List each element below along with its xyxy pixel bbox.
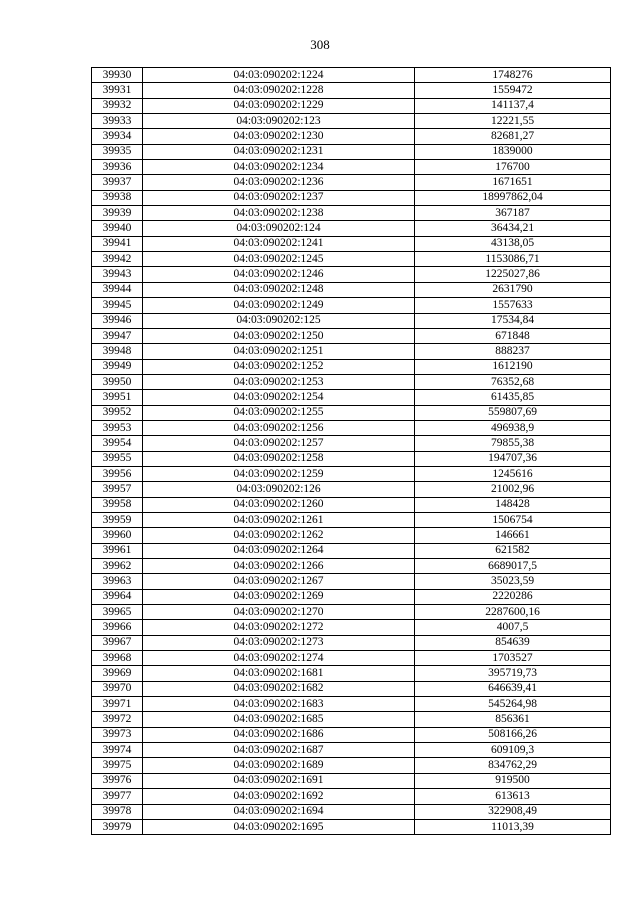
table-row [92, 727, 611, 742]
cadastral-number-cell: 04:03:090202:1224 [143, 68, 415, 83]
cadastral-number-cell: 04:03:090202:1694 [143, 804, 415, 819]
value-cell: 508166,26 [415, 727, 611, 742]
cadastral-number-cell: 04:03:090202:1695 [143, 819, 415, 834]
cadastral-number-cell: 04:03:090202:1270 [143, 605, 415, 620]
row-number-cell: 39944 [92, 282, 143, 297]
row-number-cell: 39934 [92, 129, 143, 144]
cadastral-number-cell: 04:03:090202:1261 [143, 512, 415, 527]
cadastral-number-cell: 04:03:090202:1241 [143, 236, 415, 251]
row-number-cell: 39969 [92, 666, 143, 681]
row-number-cell: 39950 [92, 374, 143, 389]
cadastral-number-cell: 04:03:090202:1262 [143, 528, 415, 543]
cadastral-number-cell: 04:03:090202:1269 [143, 589, 415, 604]
value-cell: 888237 [415, 344, 611, 359]
table-row [92, 252, 611, 267]
table-row [92, 436, 611, 451]
value-cell: 2287600,16 [415, 605, 611, 620]
value-cell: 2631790 [415, 282, 611, 297]
table-body [92, 68, 611, 835]
value-cell: 61435,85 [415, 390, 611, 405]
table-row [92, 804, 611, 819]
value-cell: 646639,41 [415, 681, 611, 696]
cadastral-number-cell: 04:03:090202:1229 [143, 98, 415, 113]
table-row [92, 758, 611, 773]
row-number-cell: 39938 [92, 190, 143, 205]
cadastral-number-cell: 04:03:090202:1234 [143, 160, 415, 175]
row-number-cell: 39940 [92, 221, 143, 236]
value-cell: 1559472 [415, 83, 611, 98]
value-cell: 834762,29 [415, 758, 611, 773]
table-row [92, 359, 611, 374]
table-row [92, 68, 611, 83]
cadastral-number-cell: 04:03:090202:1237 [143, 190, 415, 205]
table-row [92, 681, 611, 696]
value-cell: 621582 [415, 543, 611, 558]
value-cell: 21002,96 [415, 482, 611, 497]
row-number-cell: 39975 [92, 758, 143, 773]
value-cell: 1703527 [415, 651, 611, 666]
row-number-cell: 39952 [92, 405, 143, 420]
value-cell: 671848 [415, 328, 611, 343]
row-number-cell: 39970 [92, 681, 143, 696]
row-number-cell: 39941 [92, 236, 143, 251]
cadastral-number-cell: 04:03:090202:1236 [143, 175, 415, 190]
table-row [92, 313, 611, 328]
table-row [92, 543, 611, 558]
cadastral-number-cell: 04:03:090202:1245 [143, 252, 415, 267]
value-cell: 12221,55 [415, 114, 611, 129]
cadastral-number-cell: 04:03:090202:124 [143, 221, 415, 236]
table-row [92, 466, 611, 481]
row-number-cell: 39958 [92, 497, 143, 512]
row-number-cell: 39935 [92, 144, 143, 159]
value-cell: 367187 [415, 206, 611, 221]
cadastral-number-cell: 04:03:090202:1238 [143, 206, 415, 221]
table-row [92, 83, 611, 98]
cadastral-number-cell: 04:03:090202:1682 [143, 681, 415, 696]
cadastral-number-cell: 04:03:090202:123 [143, 114, 415, 129]
row-number-cell: 39953 [92, 420, 143, 435]
table-row [92, 528, 611, 543]
cadastral-number-cell: 04:03:090202:1255 [143, 405, 415, 420]
value-cell: 1748276 [415, 68, 611, 83]
row-number-cell: 39963 [92, 574, 143, 589]
cadastral-table [91, 67, 611, 835]
value-cell: 613613 [415, 789, 611, 804]
value-cell: 1153086,71 [415, 252, 611, 267]
row-number-cell: 39971 [92, 697, 143, 712]
row-number-cell: 39951 [92, 390, 143, 405]
row-number-cell: 39968 [92, 651, 143, 666]
row-number-cell: 39946 [92, 313, 143, 328]
table-row [92, 282, 611, 297]
table-row [92, 589, 611, 604]
table-row [92, 206, 611, 221]
value-cell: 36434,21 [415, 221, 611, 236]
table-row [92, 405, 611, 420]
value-cell: 609109,3 [415, 743, 611, 758]
table-row [92, 374, 611, 389]
table-row [92, 160, 611, 175]
table-row [92, 175, 611, 190]
value-cell: 1671651 [415, 175, 611, 190]
value-cell: 11013,39 [415, 819, 611, 834]
table-row [92, 512, 611, 527]
row-number-cell: 39939 [92, 206, 143, 221]
cadastral-number-cell: 04:03:090202:1267 [143, 574, 415, 589]
value-cell: 1839000 [415, 144, 611, 159]
value-cell: 1506754 [415, 512, 611, 527]
row-number-cell: 39957 [92, 482, 143, 497]
table-row [92, 298, 611, 313]
row-number-cell: 39976 [92, 773, 143, 788]
row-number-cell: 39959 [92, 512, 143, 527]
table-row [92, 743, 611, 758]
table-row [92, 666, 611, 681]
row-number-cell: 39932 [92, 98, 143, 113]
row-number-cell: 39979 [92, 819, 143, 834]
row-number-cell: 39960 [92, 528, 143, 543]
table-row [92, 420, 611, 435]
table-row [92, 129, 611, 144]
cadastral-number-cell: 04:03:090202:1273 [143, 635, 415, 650]
table-row [92, 605, 611, 620]
cadastral-number-cell: 04:03:090202:1231 [143, 144, 415, 159]
cadastral-number-cell: 04:03:090202:1260 [143, 497, 415, 512]
row-number-cell: 39973 [92, 727, 143, 742]
cadastral-number-cell: 04:03:090202:1687 [143, 743, 415, 758]
table-row [92, 559, 611, 574]
table-row [92, 651, 611, 666]
table-row [92, 267, 611, 282]
row-number-cell: 39962 [92, 559, 143, 574]
value-cell: 4007,5 [415, 620, 611, 635]
value-cell: 148428 [415, 497, 611, 512]
row-number-cell: 39936 [92, 160, 143, 175]
table-row [92, 221, 611, 236]
value-cell: 496938,9 [415, 420, 611, 435]
cadastral-number-cell: 04:03:090202:1258 [143, 451, 415, 466]
row-number-cell: 39948 [92, 344, 143, 359]
cadastral-number-cell: 04:03:090202:1252 [143, 359, 415, 374]
value-cell: 1225027,86 [415, 267, 611, 282]
table-row [92, 98, 611, 113]
table-row [92, 819, 611, 834]
row-number-cell: 39933 [92, 114, 143, 129]
cadastral-number-cell: 04:03:090202:1274 [143, 651, 415, 666]
row-number-cell: 39967 [92, 635, 143, 650]
row-number-cell: 39966 [92, 620, 143, 635]
cadastral-number-cell: 04:03:090202:126 [143, 482, 415, 497]
cadastral-number-cell: 04:03:090202:1691 [143, 773, 415, 788]
cadastral-number-cell: 04:03:090202:1689 [143, 758, 415, 773]
cadastral-number-cell: 04:03:090202:1230 [143, 129, 415, 144]
table-row [92, 390, 611, 405]
value-cell: 559807,69 [415, 405, 611, 420]
row-number-cell: 39956 [92, 466, 143, 481]
table-row [92, 144, 611, 159]
value-cell: 17534,84 [415, 313, 611, 328]
value-cell: 79855,38 [415, 436, 611, 451]
value-cell: 395719,73 [415, 666, 611, 681]
value-cell: 322908,49 [415, 804, 611, 819]
table-row [92, 497, 611, 512]
cadastral-number-cell: 04:03:090202:1256 [143, 420, 415, 435]
cadastral-number-cell: 04:03:090202:1254 [143, 390, 415, 405]
row-number-cell: 39949 [92, 359, 143, 374]
row-number-cell: 39974 [92, 743, 143, 758]
row-number-cell: 39977 [92, 789, 143, 804]
value-cell: 919500 [415, 773, 611, 788]
value-cell: 1245616 [415, 466, 611, 481]
cadastral-number-cell: 04:03:090202:1685 [143, 712, 415, 727]
cadastral-number-cell: 04:03:090202:1248 [143, 282, 415, 297]
table-row [92, 328, 611, 343]
row-number-cell: 39954 [92, 436, 143, 451]
row-number-cell: 39930 [92, 68, 143, 83]
cadastral-number-cell: 04:03:090202:1251 [143, 344, 415, 359]
value-cell: 146661 [415, 528, 611, 543]
table-row [92, 697, 611, 712]
row-number-cell: 39978 [92, 804, 143, 819]
value-cell: 856361 [415, 712, 611, 727]
table-row [92, 574, 611, 589]
value-cell: 1557633 [415, 298, 611, 313]
cadastral-number-cell: 04:03:090202:1250 [143, 328, 415, 343]
value-cell: 194707,36 [415, 451, 611, 466]
table-row [92, 344, 611, 359]
value-cell: 76352,68 [415, 374, 611, 389]
table-row [92, 482, 611, 497]
cadastral-number-cell: 04:03:090202:1683 [143, 697, 415, 712]
value-cell: 545264,98 [415, 697, 611, 712]
cadastral-number-cell: 04:03:090202:1264 [143, 543, 415, 558]
cadastral-number-cell: 04:03:090202:1681 [143, 666, 415, 681]
row-number-cell: 39965 [92, 605, 143, 620]
cadastral-number-cell: 04:03:090202:1686 [143, 727, 415, 742]
value-cell: 43138,05 [415, 236, 611, 251]
table-row [92, 114, 611, 129]
table-row [92, 635, 611, 650]
table-row [92, 712, 611, 727]
row-number-cell: 39955 [92, 451, 143, 466]
cadastral-number-cell: 04:03:090202:1246 [143, 267, 415, 282]
row-number-cell: 39947 [92, 328, 143, 343]
row-number-cell: 39945 [92, 298, 143, 313]
table-row [92, 773, 611, 788]
value-cell: 854639 [415, 635, 611, 650]
row-number-cell: 39943 [92, 267, 143, 282]
table-row [92, 451, 611, 466]
cadastral-number-cell: 04:03:090202:1257 [143, 436, 415, 451]
row-number-cell: 39931 [92, 83, 143, 98]
row-number-cell: 39942 [92, 252, 143, 267]
value-cell: 176700 [415, 160, 611, 175]
value-cell: 18997862,04 [415, 190, 611, 205]
table-row [92, 190, 611, 205]
cadastral-number-cell: 04:03:090202:1249 [143, 298, 415, 313]
cadastral-number-cell: 04:03:090202:1253 [143, 374, 415, 389]
cadastral-number-cell: 04:03:090202:1266 [143, 559, 415, 574]
value-cell: 35023,59 [415, 574, 611, 589]
cadastral-number-cell: 04:03:090202:1259 [143, 466, 415, 481]
table-row [92, 789, 611, 804]
table-row [92, 236, 611, 251]
cadastral-number-cell: 04:03:090202:1692 [143, 789, 415, 804]
value-cell: 6689017,5 [415, 559, 611, 574]
row-number-cell: 39961 [92, 543, 143, 558]
value-cell: 141137,4 [415, 98, 611, 113]
value-cell: 1612190 [415, 359, 611, 374]
cadastral-number-cell: 04:03:090202:1228 [143, 83, 415, 98]
row-number-cell: 39972 [92, 712, 143, 727]
cadastral-number-cell: 04:03:090202:1272 [143, 620, 415, 635]
table-row [92, 620, 611, 635]
row-number-cell: 39964 [92, 589, 143, 604]
value-cell: 82681,27 [415, 129, 611, 144]
page-number: 308 [310, 37, 330, 52]
cadastral-number-cell: 04:03:090202:125 [143, 313, 415, 328]
value-cell: 2220286 [415, 589, 611, 604]
row-number-cell: 39937 [92, 175, 143, 190]
